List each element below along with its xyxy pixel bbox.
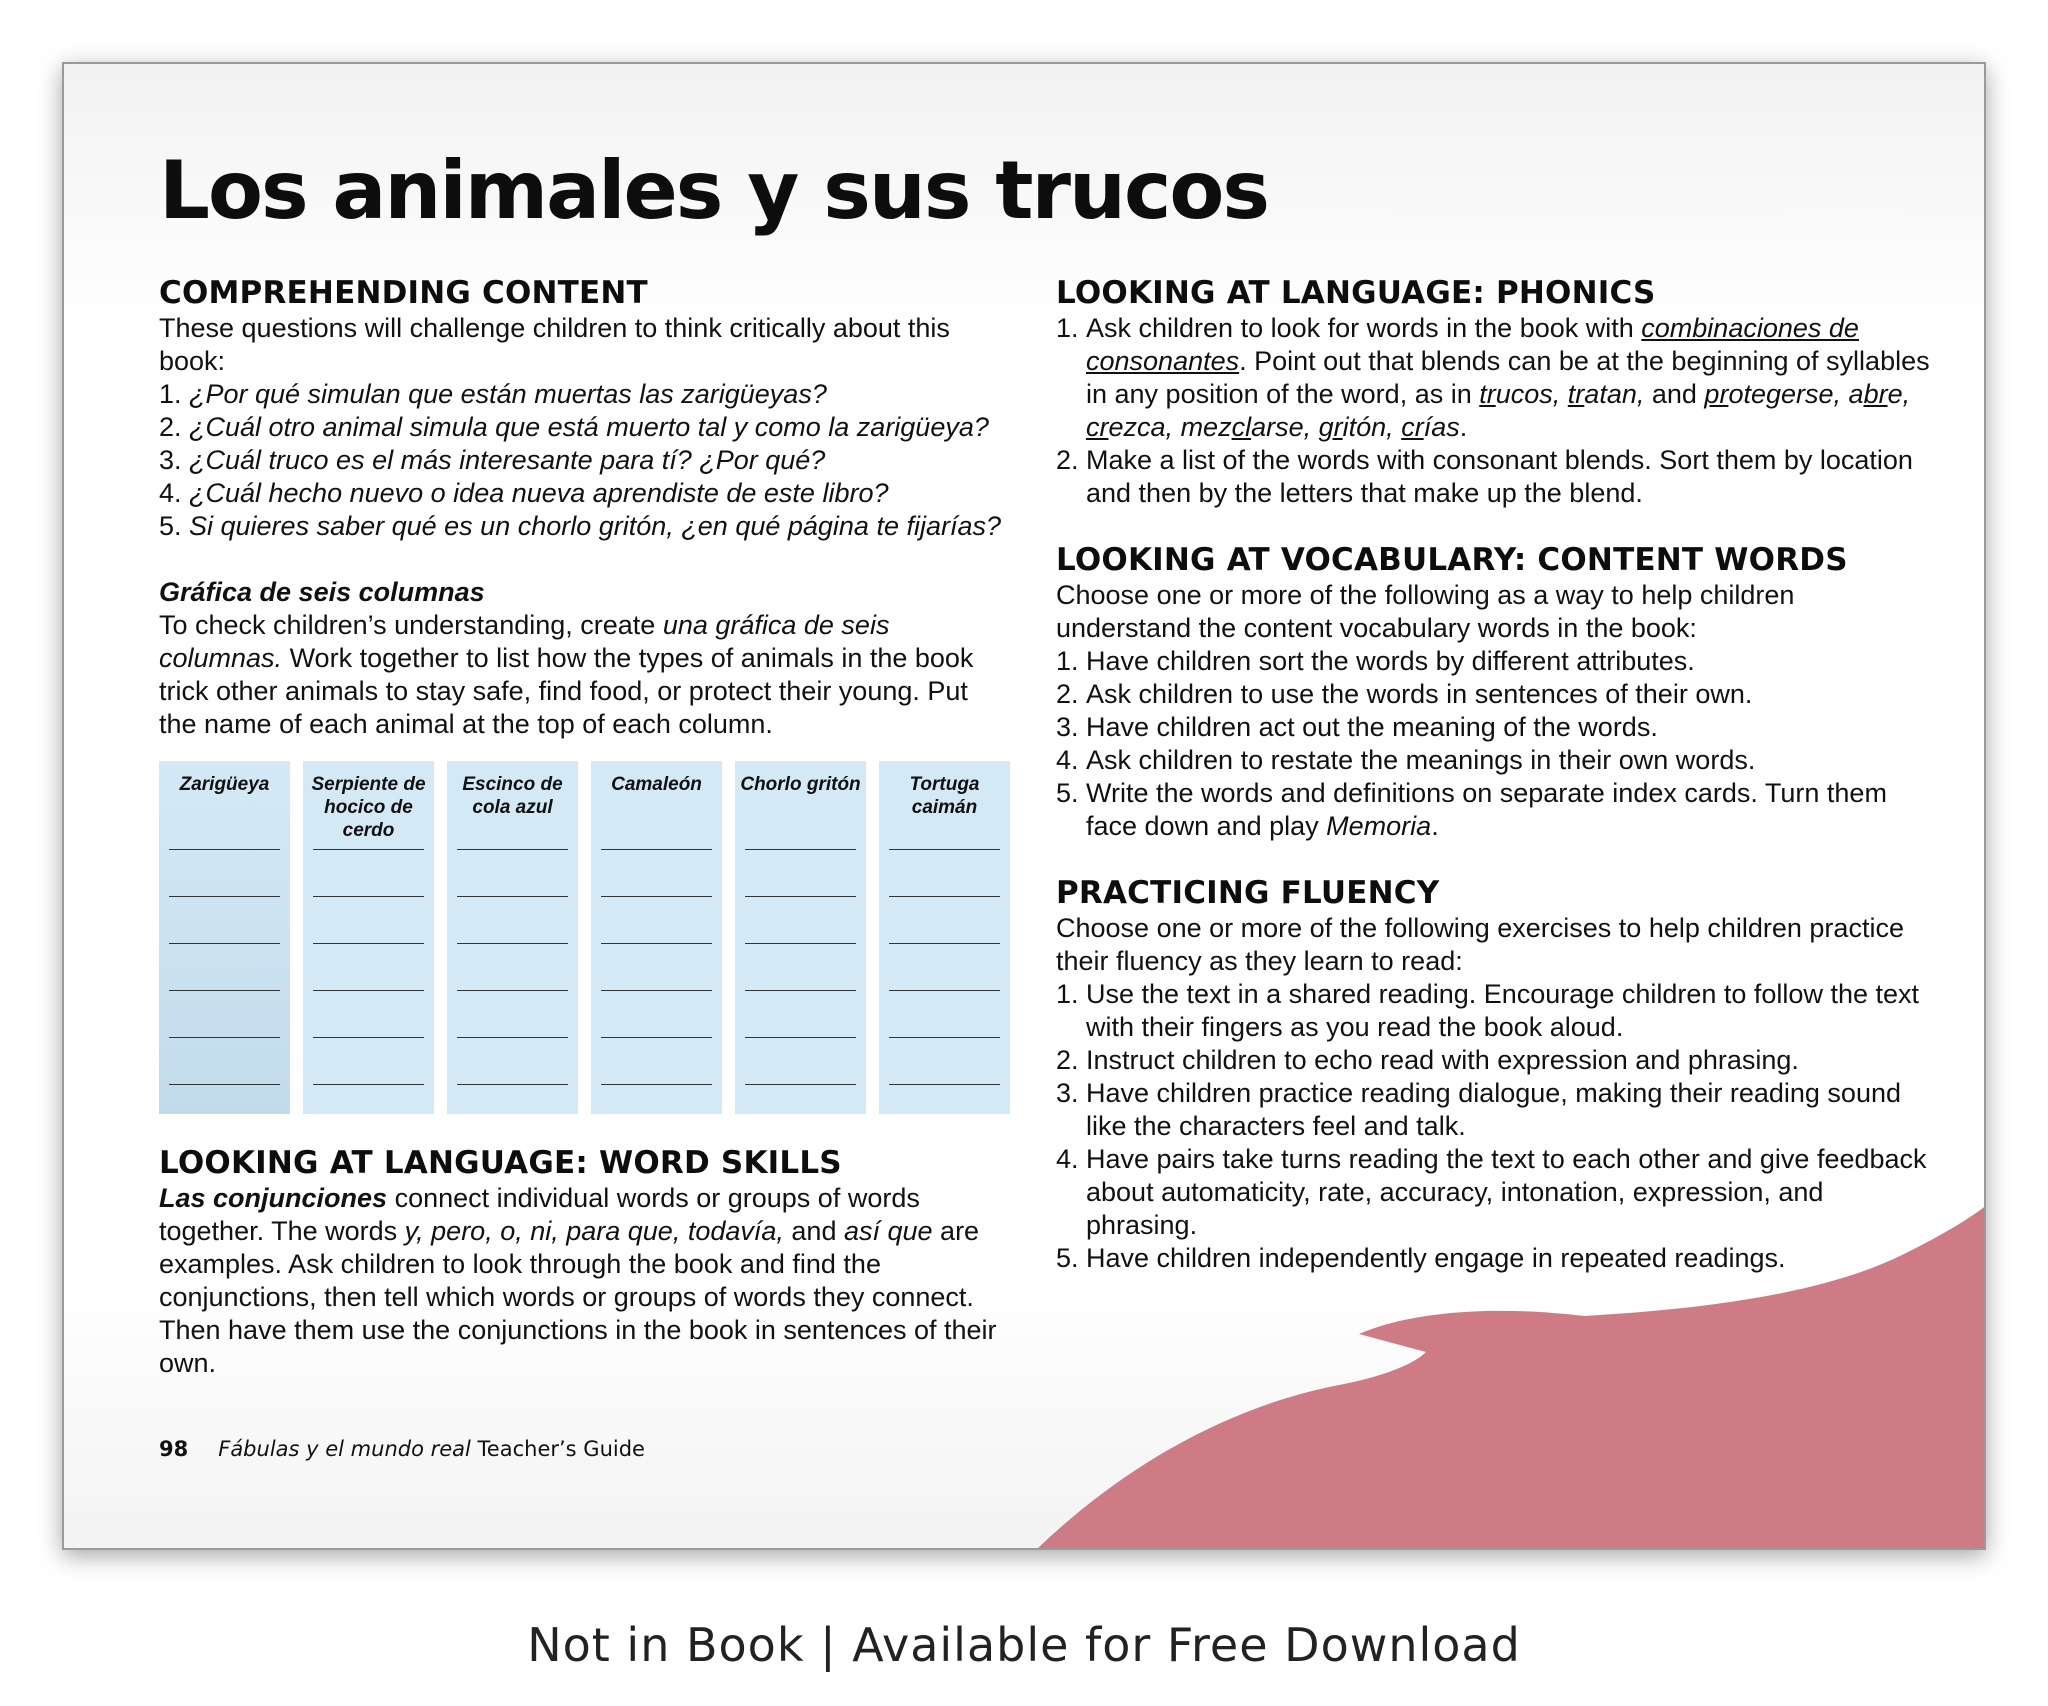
list-item: 3. Have children act out the meaning of the words. xyxy=(1056,712,1658,742)
list-item: 2. Instruct children to echo read with expression and phrasing. xyxy=(1056,1045,1799,1075)
column-header: Serpiente de hocico de cerdo xyxy=(311,774,426,841)
grafica-heading: Gráfica de seis columnas xyxy=(159,577,485,607)
list-item: 3. ¿Cuál truco es el más interesante para tí? ¿Por qué? xyxy=(159,445,826,475)
left-column xyxy=(159,274,1009,1380)
list-item: 2. Make a list of the words with consonant blends. Sort them by location and then by the letters that make up the blend. xyxy=(1056,445,1913,508)
right-column xyxy=(1056,274,1936,1275)
vocabulary-list xyxy=(1056,645,1936,843)
column-header: Tortuga caimán xyxy=(909,774,980,818)
column-header: Escinco de cola azul xyxy=(462,774,563,818)
list-item: 1. Ask children to look for words in the book with combinaciones de consonantes. Point out that blends can be at the beginning of syllables in any position of the word, as in trucos, tratan, and protegerse, abre, crezca, mezclarse, gritón, crías. xyxy=(1056,313,1930,442)
phonics-heading: LOOKING AT LANGUAGE: PHONICS xyxy=(1056,275,1656,311)
list-item: 5. Si quieres saber qué es un chorlo gritón, ¿en qué página te fijarías? xyxy=(159,511,1002,541)
guide-page xyxy=(62,62,1986,1550)
column-header: Zarigüeya xyxy=(179,774,270,795)
fluency-list xyxy=(1056,978,1936,1275)
word-skills-heading: LOOKING AT LANGUAGE: WORD SKILLS xyxy=(159,1145,842,1181)
six-column-chart xyxy=(159,761,1009,1114)
chart-column xyxy=(447,761,578,1114)
phonics-list xyxy=(1056,312,1936,510)
vocabulary-heading: LOOKING AT VOCABULARY: CONTENT WORDS xyxy=(1056,542,1848,578)
book-title: Fábulas y el mundo real xyxy=(218,1437,471,1461)
column-header: Chorlo gritón xyxy=(740,774,861,795)
page-number: 98 xyxy=(159,1437,189,1461)
chart-column xyxy=(303,761,434,1114)
comprehending-intro: These questions will challenge children to think critically about this book: xyxy=(159,313,950,376)
guide-label: Teacher’s Guide xyxy=(470,1437,645,1461)
fluency-heading: PRACTICING FLUENCY xyxy=(1056,875,1440,911)
chart-column xyxy=(591,761,722,1114)
page-footer xyxy=(159,1437,645,1461)
column-header: Camaleón xyxy=(611,774,702,795)
list-item: 1. Use the text in a shared reading. Encourage children to follow the text with their fingers as you read the book aloud. xyxy=(1056,979,1919,1042)
chart-column xyxy=(879,761,1010,1114)
chart-column xyxy=(735,761,866,1114)
list-item: 1. Have children sort the words by different attributes. xyxy=(1056,646,1695,676)
page-title: Los animales y sus trucos xyxy=(159,144,1268,237)
list-item: 5. Write the words and definitions on separate index cards. Turn them face down and play Memoria. xyxy=(1056,778,1887,841)
chart-column xyxy=(159,761,290,1114)
list-item: 3. Have children practice reading dialogue, making their reading sound like the characters feel and talk. xyxy=(1056,1078,1901,1141)
fluency-intro: Choose one or more of the following exercises to help children practice their fluency as they learn to read: xyxy=(1056,913,1904,976)
list-item: 5. Have children independently engage in repeated readings. xyxy=(1056,1243,1786,1273)
list-item: 4. Ask children to restate the meanings in their own words. xyxy=(1056,745,1756,775)
list-item: 2. Ask children to use the words in sentences of their own. xyxy=(1056,679,1753,709)
comprehending-heading: COMPREHENDING CONTENT xyxy=(159,275,648,311)
word-skills-paragraph: Las conjunciones connect individual words or groups of words together. The words y, pero, o, ni, para que, todavía, and así que are examples. Ask children to look through the book and find the conjunctions, then tell which words or groups of words they connect. Then have them use the conjunctions in the book in sentences of their own. xyxy=(159,1183,997,1378)
download-caption: Not in Book | Available for Free Download xyxy=(527,1618,1521,1672)
grafica-paragraph: To check children’s understanding, create una gráfica de seis columnas. Work together to list how the types of animals in the book trick other animals to stay safe, find food, or protect their young. Put the name of each animal at the top of each column. xyxy=(159,610,974,739)
comprehension-questions xyxy=(159,378,1009,543)
vocabulary-intro: Choose one or more of the following as a way to help children understand the content vocabulary words in the book: xyxy=(1056,580,1795,643)
list-item: 4. ¿Cuál hecho nuevo o idea nueva aprendiste de este libro? xyxy=(159,478,889,508)
list-item: 2. ¿Cuál otro animal simula que está muerto tal y como la zarigüeya? xyxy=(159,412,989,442)
list-item: 1. ¿Por qué simulan que están muertas las zarigüeyas? xyxy=(159,379,827,409)
list-item: 4. Have pairs take turns reading the text to each other and give feedback about automaticity, rate, accuracy, intonation, expression, and phrasing. xyxy=(1056,1144,1927,1240)
